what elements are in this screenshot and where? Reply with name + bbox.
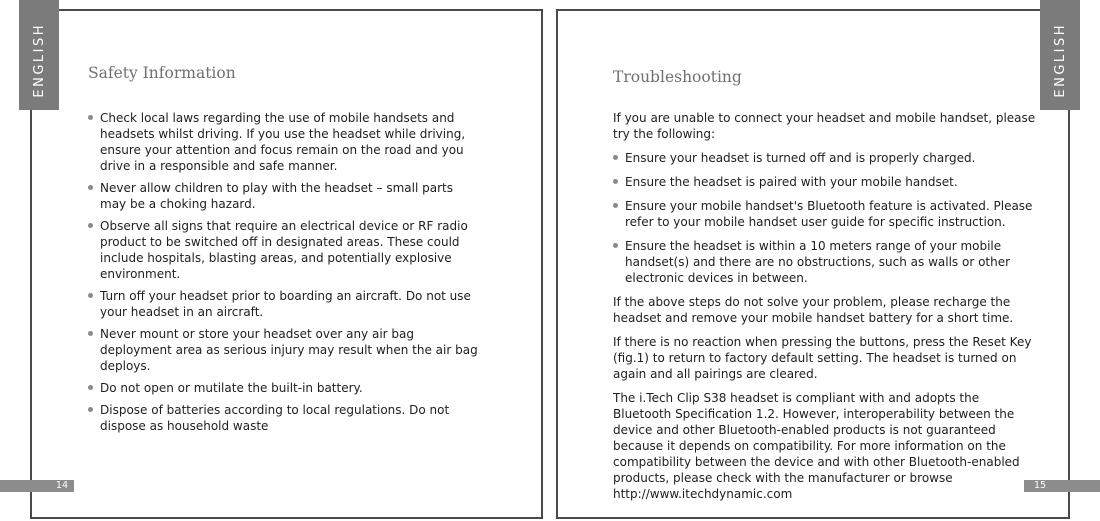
- page-number: 15: [1034, 480, 1047, 491]
- safety-item: [88, 110, 478, 174]
- safety-item-text: Observe all signs that require an electrical device or RF radio product to be switched off in designated areas. These could include hospitals, blasting areas, and potentially explosive environment.: [100, 219, 468, 281]
- bullet-icon: [613, 155, 618, 160]
- safety-item-text: Never allow children to play with the headset – small parts may be a choking hazard.: [100, 181, 453, 211]
- page-number: 14: [55, 480, 68, 491]
- safety-item-text: Turn off your headset prior to boarding an aircraft. Do not use your headset in an aircraft.: [100, 289, 471, 319]
- troubleshooting-heading: Troubleshooting: [613, 68, 742, 86]
- safety-item-text: Dispose of batteries according to local regulations. Do not dispose as household waste: [100, 403, 450, 433]
- safety-item: [88, 288, 478, 320]
- safety-item: [88, 218, 478, 282]
- safety-item: [88, 326, 478, 374]
- troubleshooting-item: [613, 198, 1037, 230]
- bullet-icon: [88, 185, 93, 190]
- troubleshooting-body: [613, 110, 1037, 510]
- bullet-icon: [88, 115, 93, 120]
- troubleshooting-item: [613, 150, 1037, 166]
- troubleshooting-list: [613, 150, 1037, 286]
- safety-list: [88, 110, 478, 440]
- language-tab-left: [19, 0, 59, 110]
- bullet-icon: [88, 331, 93, 336]
- language-tab-label: ENGLISH: [1052, 23, 1068, 98]
- bullet-icon: [613, 243, 618, 248]
- troubleshooting-item-text: Ensure your headset is turned off and is properly charged.: [625, 151, 976, 165]
- troubleshooting-intro: If you are unable to connect your headset and mobile handset, please try the following:: [613, 111, 1036, 141]
- safety-item: [88, 402, 478, 434]
- bullet-icon: [88, 407, 93, 412]
- troubleshooting-item-text: Ensure the headset is paired with your mobile handset.: [625, 175, 958, 189]
- safety-item: [88, 380, 478, 396]
- safety-item-text: Check local laws regarding the use of mobile handsets and headsets whilst driving. If you use the headset while driving, ensure your attention and focus remain on the road and you drive in a responsible and safe manner.: [100, 111, 466, 173]
- troubleshooting-item-text: Ensure the headset is within a 10 meters range of your mobile handset(s) and there are no obstructions, such as walls or other electronic devices in between.: [625, 239, 1011, 285]
- troubleshooting-item: [613, 174, 1037, 190]
- troubleshooting-paragraph: The i.Tech Clip S38 headset is compliant with and adopts the Bluetooth Specification 1.2. However, interoperability between the device and other Bluetooth-enabled products is not guaranteed because it depends on compatibility. For more information on the compatibility between the device and with other Bluetooth-enabled products, please check with the manufacturer or browse http://www.itechdynamic.com: [613, 391, 1020, 501]
- safety-item-text: Do not open or mutilate the built-in battery.: [100, 381, 363, 395]
- troubleshooting-paragraph: If the above steps do not solve your problem, please recharge the headset and remove your mobile handset battery for a short time.: [613, 295, 1014, 325]
- troubleshooting-paragraph: If there is no reaction when pressing the buttons, press the Reset Key (fig.1) to return to factory default setting. The headset is turned on again and all pairings are cleared.: [613, 335, 1032, 381]
- page-number-strip-left: [0, 480, 74, 492]
- safety-item-text: Never mount or store your headset over any air bag deployment area as serious injury may result when the air bag deploys.: [100, 327, 478, 373]
- bullet-icon: [613, 203, 618, 208]
- bullet-icon: [88, 223, 93, 228]
- troubleshooting-item: [613, 238, 1037, 286]
- safety-heading: Safety Information: [88, 64, 236, 82]
- language-tab-label: ENGLISH: [31, 23, 47, 98]
- safety-item: [88, 180, 478, 212]
- bullet-icon: [613, 179, 618, 184]
- page-number-strip-right: [1024, 480, 1100, 492]
- language-tab-right: [1040, 0, 1080, 110]
- troubleshooting-item-text: Ensure your mobile handset's Bluetooth feature is activated. Please refer to your mobile handset user guide for specific instruction.: [625, 199, 1033, 229]
- bullet-icon: [88, 293, 93, 298]
- bullet-icon: [88, 385, 93, 390]
